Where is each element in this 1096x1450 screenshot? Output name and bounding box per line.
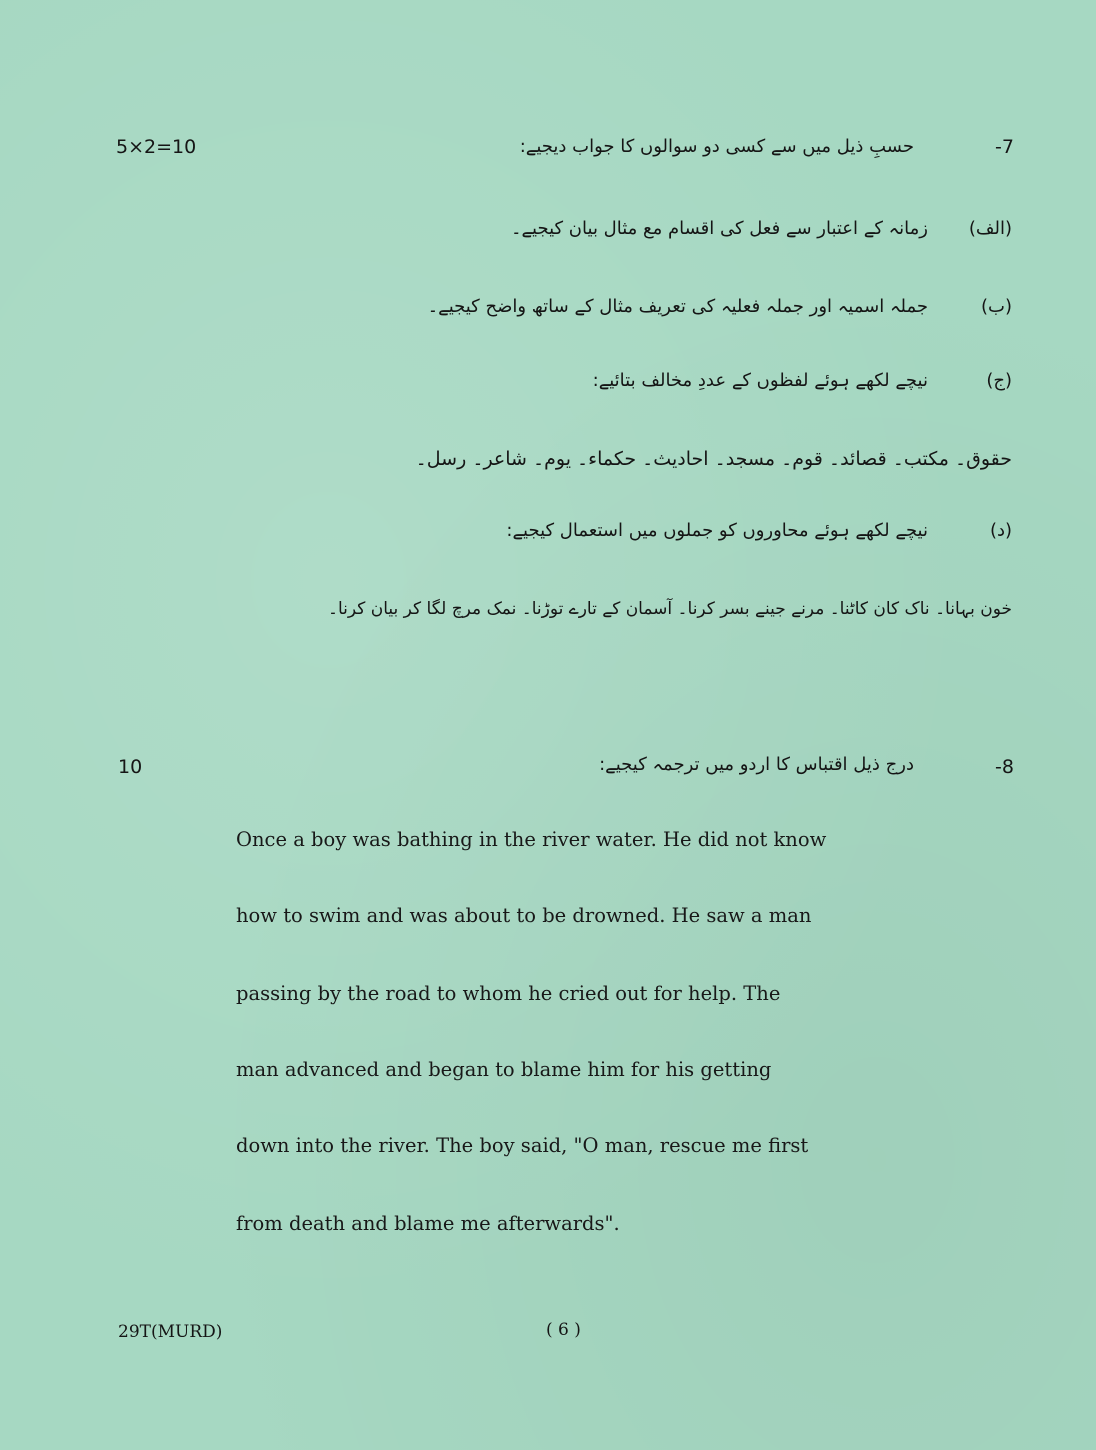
- q7-part-b-text: جملہ اسمیہ اور جملہ فعلیہ کی تعریف مثال کے ساتھ واضح کیجیے۔: [427, 296, 928, 317]
- passage-line: man advanced and began to blame him for his getting: [236, 1058, 772, 1081]
- q7-idioms-list: خون بہانا۔ ناک کان کاٹنا۔ مرنے جینے بسر کرنا۔ آسمان کے تارے توڑنا۔ نمک مرچ لگا کر بیان کرنا۔: [328, 599, 1012, 619]
- q7-part-a-text: زمانہ کے اعتبار سے فعل کی اقسام مع مثال بیان کیجیے۔: [510, 218, 928, 239]
- q7-part-b-label: (ب): [981, 296, 1012, 317]
- q7-part-a: [511, 218, 1012, 239]
- q8-number: -8: [995, 756, 1014, 778]
- q7-part-c-text: نیچے لکھے ہوئے لفظوں کے عددِ مخالف بتائیے:: [592, 370, 928, 391]
- q8-marks: 10: [118, 756, 143, 778]
- q8-instruction: درج ذیل اقتباس کا اردو میں ترجمہ کیجیے:: [599, 754, 914, 775]
- paper-code: 29T(MURD): [118, 1322, 223, 1342]
- q7-instruction: حسبِ ذیل میں سے کسی دو سوالوں کا جواب دیجیے:: [519, 136, 914, 157]
- passage-line: Once a boy was bathing in the river water. He did not know: [236, 828, 827, 851]
- q7-part-b: [428, 296, 1012, 317]
- q7-words-list: حقوق۔ مکتب۔ قصائد۔ قوم۔ مسجد۔ احادیث۔ حکماء۔ یوم۔ شاعر۔ رسل۔: [415, 448, 1012, 470]
- q7-part-d: [506, 520, 1012, 541]
- q7-number: -7: [995, 136, 1014, 158]
- q7-marks: 5×2=10: [116, 136, 197, 158]
- passage-line: passing by the road to whom he cried out for help. The: [236, 982, 781, 1005]
- passage-line: down into the river. The boy said, "O man, rescue me first: [236, 1134, 809, 1157]
- q7-part-d-text: نیچے لکھے ہوئے محاوروں کو جملوں میں استعمال کیجیے:: [506, 520, 928, 541]
- page-number: ( 6 ): [546, 1320, 581, 1340]
- q7-part-c: [593, 370, 1012, 391]
- q7-part-d-label: (د): [989, 520, 1012, 541]
- passage-line: how to swim and was about to be drowned. He saw a man: [236, 904, 812, 927]
- q7-part-a-label: (الف): [968, 218, 1012, 239]
- q7-part-c-label: (ج): [986, 370, 1012, 391]
- passage-line: from death and blame me afterwards".: [236, 1212, 620, 1235]
